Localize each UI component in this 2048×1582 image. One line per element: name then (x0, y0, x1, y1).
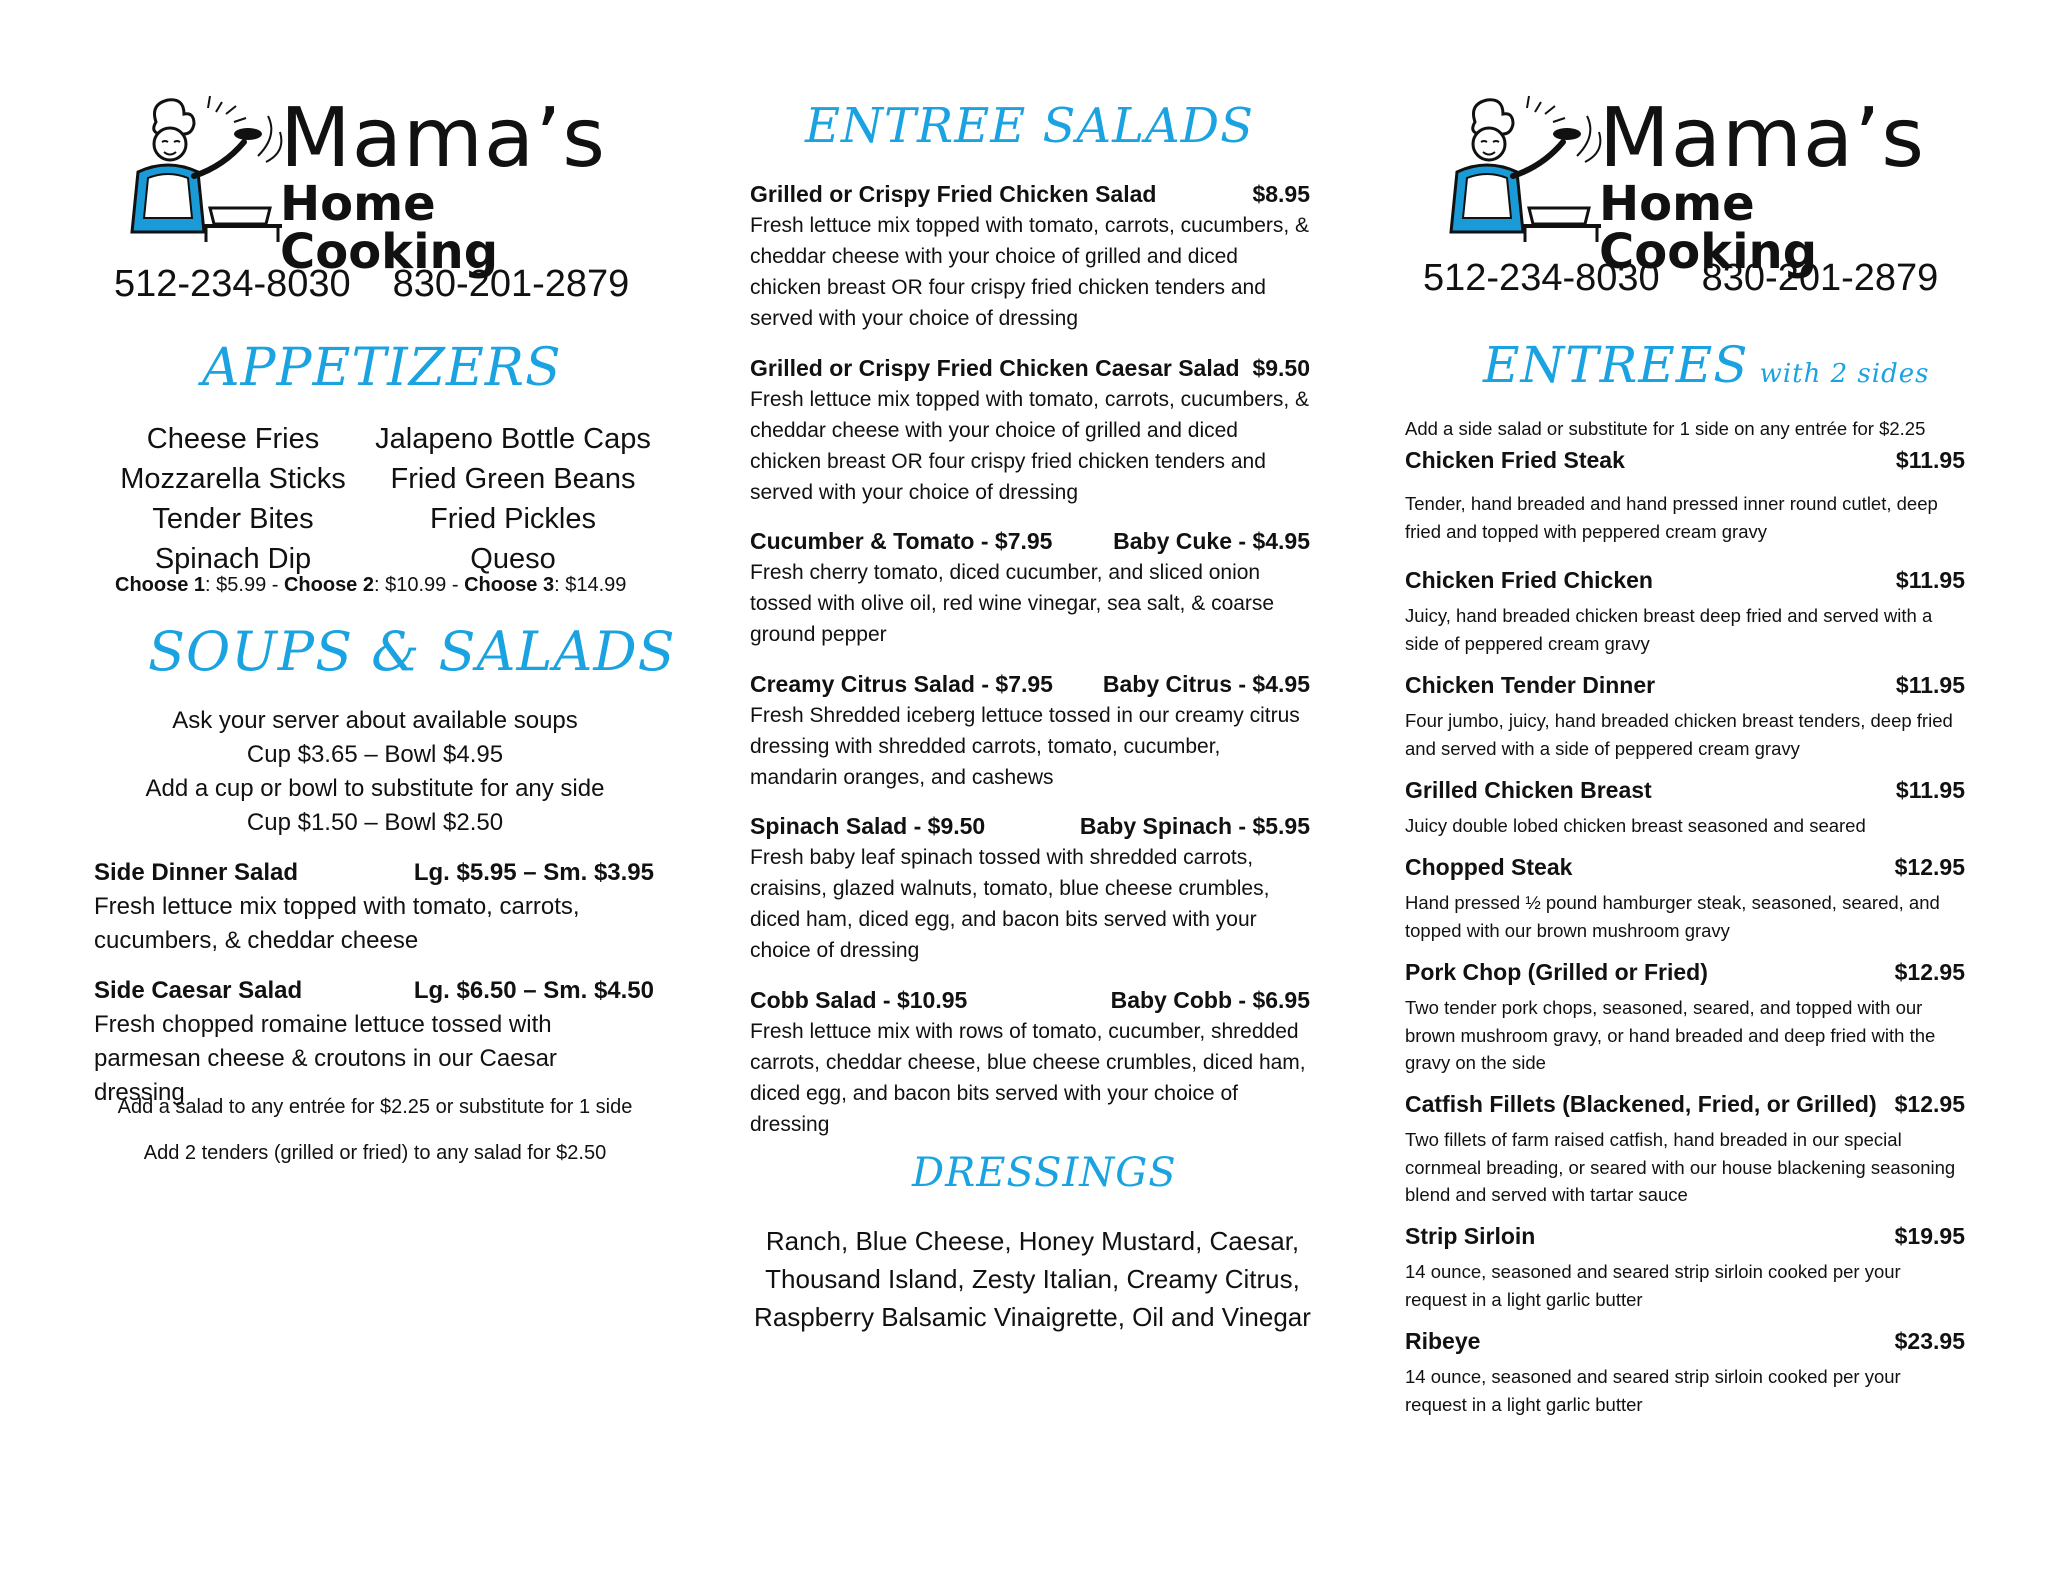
menu-item-side-caesar-salad (94, 974, 654, 1110)
item-description: Fresh lettuce mix topped with tomato, carrots, cucumbers, & cheddar cheese with your choice of grilled and diced chicken breast OR four crispy fried chicken tenders and served with your choice of dressing (750, 214, 1310, 330)
item-description: Hand pressed ½ pound hamburger steak, seasoned, seared, and topped with our brown mushroom gravy (1405, 892, 1940, 941)
menu-item-chicken-fried-steak (1405, 444, 1965, 545)
entree-salads-title: ENTREE SALADS (805, 98, 1254, 154)
menu-item-chicken-tender-dinner (1405, 669, 1965, 762)
phone-numbers (1423, 257, 1980, 300)
appetizer-item: Fried Green Beans (390, 463, 636, 495)
item-price: Baby Cobb - $6.95 (1110, 987, 1310, 1013)
item-description: Fresh lettuce mix topped with tomato, carrots, cucumbers, & cheddar cheese with your choice of grilled and diced chicken breast OR four crispy fried chicken tenders and served with your choice of dressing (750, 388, 1310, 504)
brand-name-line2: Home Cooking (1599, 176, 1818, 280)
item-price: Baby Spinach - $5.95 (1079, 813, 1310, 839)
menu-item-ribeye (1405, 1325, 1965, 1418)
entrees-heading (1483, 336, 1929, 394)
item-price: $11.95 (1895, 777, 1965, 803)
item-name: Catfish Fillets (Blackened, Fried, or Grilled) (1405, 1091, 1877, 1117)
appetizer-item: Fried Pickles (430, 503, 596, 535)
phone-number-1[interactable]: 512-234-8030 (114, 263, 351, 305)
dressings-list (750, 1222, 1315, 1336)
phone-number-1[interactable]: 512-234-8030 (1423, 257, 1660, 299)
menu-item-chopped-steak (1405, 851, 1965, 944)
item-description: Juicy, hand breaded chicken breast deep fried and served with a side of peppered cream gravy (1405, 605, 1933, 654)
item-name: Side Dinner Salad (94, 859, 299, 886)
soup-info-line: Add a cup or bowl to substitute for any side (145, 775, 605, 802)
tenders-note: Add 2 tenders (grilled or fried) to any salad for $2.50 (143, 1142, 607, 1164)
dressings-title: DRESSINGS (912, 1150, 1177, 1196)
menu-item-cucumber-tomato (750, 525, 1310, 650)
appetizers-list (98, 420, 658, 578)
item-name: Chopped Steak (1405, 854, 1573, 880)
item-price: $11.95 (1895, 567, 1965, 593)
brand-logo (98, 91, 658, 280)
appetizer-item: Mozzarella Sticks (120, 463, 346, 495)
salad-note: Add a salad to any entrée for $2.25 or substitute for 1 side (117, 1096, 633, 1118)
soups-salads-title: SOUPS & SALADS (148, 620, 676, 683)
item-description: Two fillets of farm raised catfish, hand breaded in our special cornmeal breading, or seared with our house blackening seasoning blend and served with tartar sauce (1405, 1129, 1956, 1205)
item-description: Tender, hand breaded and hand pressed inner round cutlet, deep fried and topped with peppered cream gravy (1405, 493, 1938, 542)
menu-item-strip-sirloin (1405, 1220, 1965, 1313)
item-price: $8.95 (1252, 181, 1310, 207)
appetizer-item: Cheese Fries (146, 423, 320, 455)
item-description: Fresh chopped romaine lettuce tossed with parmesan cheese & croutons in our Caesar dressing (94, 1011, 557, 1106)
item-price: Lg. $6.50 – Sm. $4.50 (413, 977, 654, 1004)
appetizer-item: Spinach Dip (154, 543, 312, 575)
menu-item-creamy-citrus (750, 668, 1310, 793)
soup-info-line: Cup $3.65 – Bowl $4.95 (246, 741, 504, 768)
item-price: $12.95 (1894, 1091, 1965, 1117)
menu-item-chicken-fried-chicken (1405, 564, 1965, 657)
menu-item-side-dinner-salad (94, 856, 654, 958)
item-description: Fresh lettuce mix topped with tomato, carrots, cucumbers, & cheddar cheese (94, 893, 580, 954)
item-price: $11.95 (1895, 672, 1965, 698)
item-description: Four jumbo, juicy, hand breaded chicken breast tenders, deep fried and served with a side of peppered cream gravy (1405, 710, 1953, 759)
brand-name-line2: Home Cooking (280, 176, 499, 280)
item-description: Fresh lettuce mix with rows of tomato, cucumber, shredded carrots, cheddar cheese, blue cheese crumbles, diced ham, diced egg, and bacon bits served with your choice of dressing (750, 1020, 1306, 1136)
item-name: Cobb Salad - $10.95 (750, 987, 968, 1013)
item-description: 14 ounce, seasoned and seared strip sirloin cooked per your request in a light garlic butter (1405, 1366, 1901, 1415)
soup-info-line: Ask your server about available soups (172, 707, 578, 734)
brand-name-line1: Mama’s (280, 91, 606, 186)
soup-info-line: Cup $1.50 – Bowl $2.50 (246, 809, 504, 836)
item-description: Fresh baby leaf spinach tossed with shredded carrots, craisins, glazed walnuts, tomato, blue cheese crumbles, diced ham, diced egg, and bacon bits served with your choice of dressing (750, 846, 1270, 962)
phone-numbers (114, 263, 671, 306)
dressings-line: Ranch, Blue Cheese, Honey Mustard, Caesar, (765, 1226, 1300, 1256)
item-price: $9.50 (1252, 355, 1310, 381)
menu-item-chicken-caesar-salad (750, 352, 1310, 508)
item-description: Two tender pork chops, seasoned, seared, and topped with our brown mushroom gravy, or hand breaded and deep fried with the gravy on the side (1405, 997, 1936, 1073)
brand-name-line1: Mama’s (1599, 91, 1925, 186)
dressings-line: Raspberry Balsamic Vinaigrette, Oil and Vinegar (754, 1302, 1311, 1332)
appetizer-pricing (115, 574, 626, 597)
appetizer-item: Tender Bites (152, 503, 314, 535)
item-description: Fresh cherry tomato, diced cucumber, and sliced onion tossed with olive oil, red wine vinegar, sea salt, & coarse ground pepper (750, 561, 1275, 646)
dressings-line: Thousand Island, Zesty Italian, Creamy Citrus, (765, 1264, 1300, 1294)
item-name: Strip Sirloin (1405, 1223, 1536, 1249)
item-name: Chicken Fried Steak (1405, 447, 1625, 473)
item-price: $11.95 (1895, 447, 1965, 473)
item-description: 14 ounce, seasoned and seared strip sirloin cooked per your request in a light garlic butter (1405, 1261, 1901, 1310)
item-name: Grilled Chicken Breast (1405, 777, 1652, 803)
item-name: Ribeye (1405, 1328, 1481, 1354)
item-price: $12.95 (1894, 959, 1965, 985)
phone-number-2[interactable]: 830-201-2879 (1701, 257, 1939, 299)
entrees-title: ENTREES (1483, 336, 1749, 394)
choose-3-label: Choose 3 (464, 574, 555, 596)
cook-illustration-icon (98, 92, 288, 242)
appetizers-title: APPETIZERS (202, 338, 562, 398)
entrees-note: Add a side salad or substitute for 1 side on any entrée for $2.25 (1405, 418, 1926, 439)
choose-2-label: Choose 2 (283, 574, 374, 596)
phone-number-2[interactable]: 830-201-2879 (392, 263, 630, 305)
item-name: Chicken Fried Chicken (1405, 567, 1653, 593)
appetizer-item: Jalapeno Bottle Caps (375, 423, 651, 455)
item-name: Pork Chop (Grilled or Fried) (1405, 959, 1708, 985)
item-name: Grilled or Crispy Fried Chicken Salad (750, 181, 1157, 207)
item-description: Juicy double lobed chicken breast seasoned and seared (1405, 815, 1866, 836)
item-price: Baby Cuke - $4.95 (1113, 528, 1310, 554)
choose-1-label: Choose 1 (115, 574, 206, 596)
menu-item-grilled-chicken-breast (1405, 774, 1965, 840)
choose-3-price: : $14.99 (554, 574, 627, 596)
item-name: Cucumber & Tomato - $7.95 (750, 528, 1053, 554)
item-price: Baby Citrus - $4.95 (1102, 671, 1310, 697)
menu-item-chicken-salad (750, 178, 1310, 334)
item-price: $19.95 (1894, 1223, 1965, 1249)
entrees-subtitle: with 2 sides (1759, 359, 1930, 389)
menu-item-cobb-salad (750, 984, 1310, 1140)
menu-item-catfish-fillets (1405, 1088, 1965, 1209)
choose-2-price: : $10.99 - (374, 574, 465, 596)
item-description: Fresh Shredded iceberg lettuce tossed in our creamy citrus dressing with shredded carrots, tomato, cucumber, mandarin oranges, and cashews (750, 704, 1300, 789)
item-name: Creamy Citrus Salad - $7.95 (750, 671, 1053, 697)
item-price: $23.95 (1894, 1328, 1965, 1354)
item-name: Spinach Salad - $9.50 (750, 813, 986, 839)
menu-item-pork-chop (1405, 956, 1965, 1077)
item-name: Grilled or Crispy Fried Chicken Caesar Salad (750, 355, 1240, 381)
item-name: Side Caesar Salad (94, 977, 303, 1004)
menu-item-spinach-salad (750, 810, 1310, 966)
appetizer-item: Queso (470, 543, 556, 575)
cook-illustration-icon (1417, 92, 1607, 242)
soup-info (90, 704, 660, 840)
item-name: Chicken Tender Dinner (1405, 672, 1656, 698)
item-price: $12.95 (1894, 854, 1965, 880)
item-price: Lg. $5.95 – Sm. $3.95 (413, 859, 654, 886)
choose-1-price: : $5.99 - (205, 574, 284, 596)
